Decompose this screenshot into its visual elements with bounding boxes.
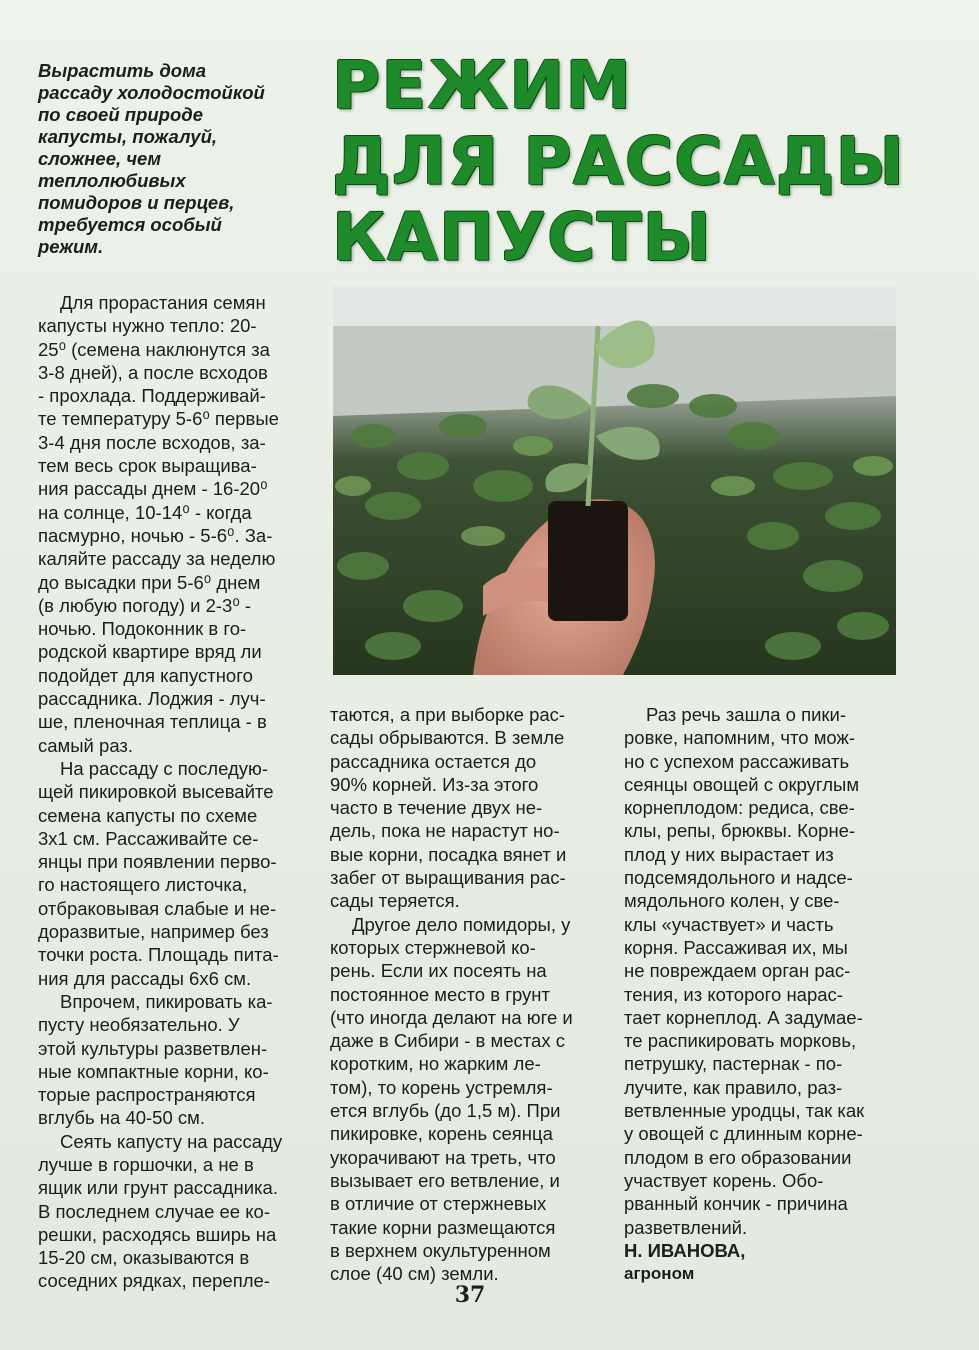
body-line: которых стержневой ко-	[330, 936, 536, 958]
body-line: 3-8 дней), а после всходов	[38, 361, 268, 383]
body-line: капусты нужно тепло: 20-	[38, 315, 257, 337]
body-line: родской квартире вряд ли	[38, 641, 262, 663]
body-line: тения, из которого нарас-	[624, 983, 843, 1005]
lead-line: теплолюбивых	[38, 170, 186, 191]
body-line: рванный кончик - причина	[624, 1193, 848, 1215]
body-line: забег от выращивания рас-	[330, 867, 566, 889]
page-number: 37	[454, 1282, 486, 1308]
body-line: 3-4 дня после всходов, за-	[38, 431, 266, 453]
body-line: такие корни размещаются	[330, 1216, 556, 1238]
title-line: ДЛЯ РАССАДЫ	[332, 123, 905, 200]
body-line: подойдет для капустного	[38, 664, 253, 686]
lead-line: режим.	[38, 236, 104, 257]
body-line: (в любую погоду) и 2-3⁰ -	[38, 594, 252, 616]
body-line: пусту необязательно. У	[38, 1014, 240, 1036]
body-line: Другое дело помидоры, у	[352, 913, 571, 935]
lead-line: требуется особый	[38, 214, 222, 235]
lead-line: Вырастить дома	[38, 60, 207, 81]
author-signature: Н. ИВАНОВА,	[624, 1239, 746, 1261]
title-line: РЕЖИМ	[332, 47, 633, 124]
column-1	[38, 291, 314, 1293]
body-line: решки, расходясь вширь на	[38, 1223, 277, 1245]
body-line: тем весь срок выращива-	[38, 455, 257, 477]
body-line: часто в течение двух не-	[330, 797, 543, 819]
body-line: самый раз.	[38, 734, 134, 756]
lead-line: рассаду холодостойкой	[38, 82, 265, 103]
seedling-in-hand-image	[333, 286, 896, 675]
column-3	[624, 703, 900, 1285]
body-line: пикировке, корень сеянца	[330, 1123, 553, 1145]
body-line: соседних рядках, перепле-	[38, 1270, 270, 1292]
body-line: торые распространяются	[38, 1084, 256, 1106]
body-line: (что иногда делают на юге и	[330, 1006, 573, 1028]
body-line: плодом в его образовании	[624, 1146, 852, 1168]
body-line: клы «участвует» и часть	[624, 913, 834, 935]
body-line: Раз речь зашла о пики-	[646, 704, 847, 725]
body-line: ния рассады днем - 16-20⁰	[38, 478, 268, 500]
body-line: те температуру 5-6⁰ первые	[38, 408, 279, 430]
body-line: пасмурно, ночью - 5-6⁰. За-	[38, 524, 273, 546]
lead-line: по своей природе	[38, 104, 204, 125]
body-line: том), то корень устремля-	[330, 1076, 553, 1098]
body-line: доразвитые, например без	[38, 921, 269, 943]
body-line: лучше в горшочки, а не в	[38, 1153, 254, 1175]
body-line: до высадки при 5-6⁰ днем	[38, 571, 261, 593]
body-line: слое (40 см) земли.	[330, 1263, 499, 1285]
body-line: отбраковывая слабые и не-	[38, 897, 277, 919]
body-line: таются, а при выборке рас-	[330, 704, 566, 725]
body-line: сады обрываются. В земле	[330, 727, 565, 749]
body-line: ровке, напомним, что мож-	[624, 727, 856, 749]
body-line: вглубь на 40-50 см.	[38, 1107, 206, 1129]
body-line: Сеять капусту на рассаду	[60, 1130, 283, 1152]
body-line: петрушку, пастернак - по-	[624, 1053, 843, 1075]
body-line: сады теряется.	[330, 890, 460, 912]
body-line: вые корни, посадка вянет и	[330, 843, 567, 865]
body-line: дель, пока не нарастут но-	[330, 820, 560, 842]
body-line: клы, репы, брюквы. Корне-	[624, 820, 856, 842]
body-line: го настоящего листочка,	[38, 874, 248, 896]
body-line: каляйте рассаду за неделю	[38, 548, 276, 570]
body-line: ния для рассады 6х6 см.	[38, 967, 252, 989]
body-line: На рассаду с последую-	[60, 757, 269, 779]
author-role: агроном	[624, 1264, 695, 1284]
body-line: щей пикировкой высевайте	[38, 781, 274, 803]
body-line: плод у них вырастает из	[624, 843, 834, 865]
body-line: точки роста. Площадь пита-	[38, 944, 279, 966]
body-line: семена капусты по схеме	[38, 804, 258, 826]
body-line: янцы при появлении перво-	[38, 851, 277, 873]
body-line: 3х1 см. Рассаживайте се-	[38, 827, 259, 849]
body-line: 90% корней. Из-за этого	[330, 773, 539, 795]
column-2	[330, 703, 610, 1285]
body-line: ящик или грунт рассадника.	[38, 1177, 278, 1199]
body-line: Впрочем, пикировать ка-	[60, 990, 273, 1012]
body-line: мядольного колен, у све-	[624, 890, 840, 912]
body-line: В последнем случае ее ко-	[38, 1200, 270, 1222]
body-line: лучите, как правило, раз-	[624, 1076, 843, 1098]
body-line: коротким, но жарким ле-	[330, 1053, 541, 1075]
body-line: рассадника остается до	[330, 750, 537, 772]
body-line: корня. Рассаживая их, мы	[624, 936, 848, 958]
body-line: 25⁰ (семена наклюнутся за	[38, 338, 270, 360]
article-title	[332, 48, 952, 276]
body-line: корнеплодом: редиса, све-	[624, 797, 855, 819]
body-line: в верхнем окультуренном	[330, 1239, 551, 1261]
body-line: ночью. Подоконник в го-	[38, 618, 247, 640]
body-line: подсемядольного и надсе-	[624, 867, 853, 889]
lead-paragraph	[38, 60, 320, 258]
body-line: - прохлада. Поддерживай-	[38, 385, 266, 407]
body-line: у овощей с длинным корне-	[624, 1123, 863, 1145]
title-line: КАПУСТЫ	[332, 199, 712, 276]
lead-line: помидоров и перцев,	[38, 192, 235, 213]
body-line: на солнце, 10-14⁰ - когда	[38, 501, 252, 523]
body-line: не повреждаем орган рас-	[624, 960, 851, 982]
body-line: постоянное место в грунт	[330, 983, 550, 1005]
body-line: в отличие от стержневых	[330, 1193, 547, 1215]
body-line: те распикировать морковь,	[624, 1030, 857, 1052]
body-line: ветвленные уродцы, так как	[624, 1100, 865, 1122]
body-line: даже в Сибири - в местах с	[330, 1030, 565, 1052]
body-line: тает корнеплод. А задумае-	[624, 1006, 863, 1028]
body-line: но с успехом рассаживать	[624, 750, 850, 772]
body-line: 15-20 см, оказываются в	[38, 1247, 250, 1269]
body-line: ные компактные корни, ко-	[38, 1060, 269, 1082]
body-line: вызывает его ветвление, и	[330, 1169, 560, 1191]
body-line: ется вглубь (до 1,5 м). При	[330, 1100, 561, 1122]
body-line: рень. Если их посеять на	[330, 960, 547, 982]
body-line: этой культуры разветвлен-	[38, 1037, 268, 1059]
body-line: разветвлений.	[624, 1216, 748, 1238]
body-line: Для прорастания семян	[60, 292, 266, 313]
body-line: участвует корень. Обо-	[624, 1169, 824, 1191]
lead-line: капусты, пожалуй,	[38, 126, 218, 147]
body-line: сеянцы овощей с округлым	[624, 773, 860, 795]
seedling-photo	[333, 286, 896, 675]
lead-line: сложнее, чем	[38, 148, 162, 169]
body-line: рассадника. Лоджия - луч-	[38, 688, 266, 710]
body-line: ше, пленочная теплица - в	[38, 711, 267, 733]
body-line: укорачивают на треть, что	[330, 1146, 556, 1168]
